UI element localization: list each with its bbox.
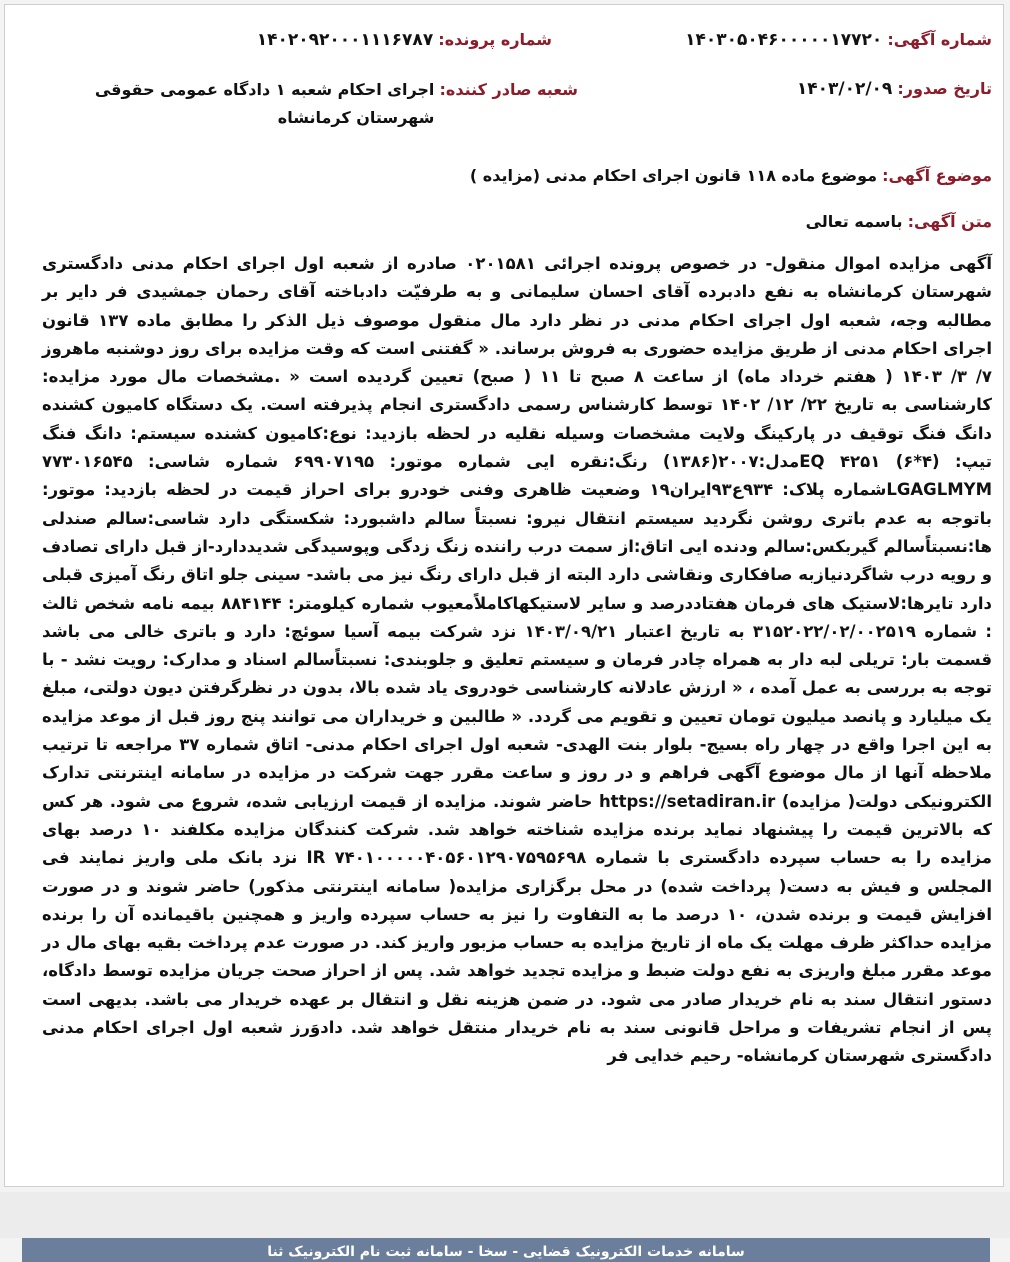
issuing-branch (54, 76, 578, 132)
notice-text-heading (806, 212, 992, 231)
text-value: باسمه تعالی (805, 212, 903, 231)
ad-number-value: ۱۴۰۳۰۵۰۴۶۰۰۰۰۰۱۷۷۲۰ (685, 30, 883, 50)
text-label: متن آگهی: (907, 212, 992, 231)
footer-strip (0, 1192, 1010, 1238)
branch-label: شعبه صادر کننده: (439, 80, 578, 99)
footer-bar (22, 1238, 990, 1262)
branch-value: اجرای احکام شعبه ۱ دادگاه عمومی حقوقی شهرستان کرمانشاه (94, 80, 435, 127)
issue-date (797, 79, 992, 99)
ad-number (685, 30, 992, 50)
issue-date-value: ۱۴۰۳/۰۲/۰۹ (796, 79, 893, 99)
issue-date-label: تاریخ صدور: (897, 79, 992, 98)
notice-body (42, 250, 992, 1071)
notice-paragraph: آگهی مزایده اموال منقول- در خصوص پرونده اجرائی ۰۲۰۱۵۸۱ صادره از شعبه اول اجرای احکام مدنی دادگستری شهرستان کرمانشاه به نفع دادبرده آقای احسان سلیمانی و به طرفیّت دادباخته آقای رحمان جمشیدی فر دایر بر مطالبه وجه، شعبه اول اجرای احکام مدنی در نظر دارد مال منقول موصوف ذیل الذکر را مطابق ماده ۱۳۷ قانون اجرای احکام مدنی از طریق مزایده حضوری به فروش برساند. « گفتنی است که وقت مزایده برای روز دوشنبه ماهروز ۷/ ۳/ ۱۴۰۳ ( هفتم خرداد ماه) از ساعت ۸ صبح تا ۱۱ ( صبح) تعیین گردیده است « .مشخصات مال مورد مزایده: کارشناسی به تاریخ ۲۲/ ۱۲/ ۱۴۰۲ توسط کارشناس رسمی دادگستری انجام پذیرفته است. یک دستگاه کامیون کشنده دانگ فنگ توقیف در پارکینگ ولایت مشخصات وسیله نقلیه در لحظه بازدید: نوع:کامیون کشنده سیستم: دانگ فنگ تیپ: (۴*۶) EQ ۴۲۵۱مدل:۲۰۰۷(۱۳۸۶) رنگ:نقره ایی شماره موتور: ۶۹۹۰۷۱۹۵ شماره شاسی: ۷۷۳۰۱۶۵۴۵ LGAGLMYMشماره پلاک: ۹۳۴ع۹۳ایران۱۹ وضعیت ظاهری وفنی خودرو برای احراز قیمت در لحظه بازدید: موتور: باتوجه به عدم باتری روشن نگردید سیستم انتقال نیرو: نسبتاً سالم داشبورد: شکستگی دارد شاسی:سالم صندلی ها:نسبتاًسالم گیربکس:سالم ودنده ایی اتاق:از سمت درب راننده زنگ زدگی وپوسیدگی شدیددارد-از قبل دارای تصادف و رویه درب شاگردنیازبه صافکاری ونقاشی دارد البته از قبل دارای رنگ نیز می باشد- سینی جلو اتاق رنگ آمیزی قبلی دارد تایرها:لاستیک های فرمان هفتاددرصد و سایر لاستیکهاکاملاًمعیوب شماره کیلومتر: ۸۸۴۱۴۴ بیمه نامه شخص ثالث : شماره ۳۱۵۲۰۲۲/۰۲/۰۰۲۵۱۹ به تاریخ اعتبار ۱۴۰۳/۰۹/۲۱ نزد شرکت بیمه آسیا سوئچ: دارد و باتری خالی می باشد قسمت بار: تریلی لبه دار به همراه چادر فرمان و سیستم تعلیق و جلوبندی: نسبتاًسالم اسناد و مدارک: رویت نشد - با توجه به بررسی به عمل آمده ، « ارزش عادلانه کارشناسی خودروی یاد شده بالا، بدون در نظرگرفتن دیون دولتی، مبلغ یک میلیارد و پانصد میلیون تومان تعیین و تقویم می گردد. « طالبین و خریداران می توانند پنج روز قبل از موعد مزایده به این اجرا واقع در چهار راه بسیج- بلوار بنت الهدی- شعبه اول اجرای احکام مدنی- اتاق شماره ۳۷ مراجعه تا ترتیب ملاحظه آنها از مال موضوع آگهی فراهم و در روز و ساعت مقرر جهت شرکت در مزایده در سامانه اینترنتی تدارک الکترونیکی دولت( مزایده) https://setadiran.ir حاضر شوند. مزایده از قیمت ارزیابی شده، شروع می شود. هر کس که بالاترین قیمت را پیشنهاد نماید برنده مزایده شناخته خواهد شد. شرکت کنندگان مزایده مکلفند ۱۰ درصد بهای مزایده را به حساب سپرده دادگستری با شماره IR ۷۴۰۱۰۰۰۰۰۴۰۵۶۰۱۲۹۰۷۵۹۵۶۹۸ نزد بانک ملی واریز نمایند فی المجلس و فیش به دست( پرداخت شده) در محل برگزاری مزایده( سامانه اینترنتی مذکور) حاضر شوند و در صورت افزایش قیمت و برنده شدن، ۱۰ درصد ما به التفاوت را نیز به حساب سپرده واریز و همچنین باقیمانده آن را برنده مزایده حداکثر ظرف مهلت یک ماه از تاریخ مزایده به حساب مزبور واریز کند. در صورت عدم پرداخت بقیه بهای مال در موعد مقرر مبلغ واریزی به نفع دولت ضبط و مزایده تجدید خواهد شد. پس از احراز صحت جریان مزایده توسط دادگاه، دستور انتقال سند به نام خریدار صادر می شود. در ضمن هزینه نقل و انتقال بر عهده خریدار می باشد. بدیهی است پس از انجام تشریفات و مراحل قانونی سند به نام خریدار منتقل خواهد شد. دادوَرز شعبه اول اجرای احکام مدنی دادگستری شهرستان کرمانشاه- رحیم خدایی فر (42, 254, 993, 1066)
file-number-label: شماره پرونده: (438, 30, 552, 49)
file-number (257, 30, 552, 50)
subject-label: موضوع آگهی: (882, 166, 992, 185)
file-number-value: ۱۴۰۲۰۹۲۰۰۰۱۱۱۶۷۸۷ (256, 30, 434, 50)
footer-text: سامانه خدمات الکترونیک قضایی - سخا - سامانه ثبت نام الکترونیک ثنا (267, 1244, 745, 1260)
ad-number-label: شماره آگهی: (887, 30, 992, 49)
subject-value: موضوع ماده ۱۱۸ قانون اجرای احکام مدنی (مزایده ) (469, 166, 878, 185)
notice-subject (470, 166, 992, 185)
